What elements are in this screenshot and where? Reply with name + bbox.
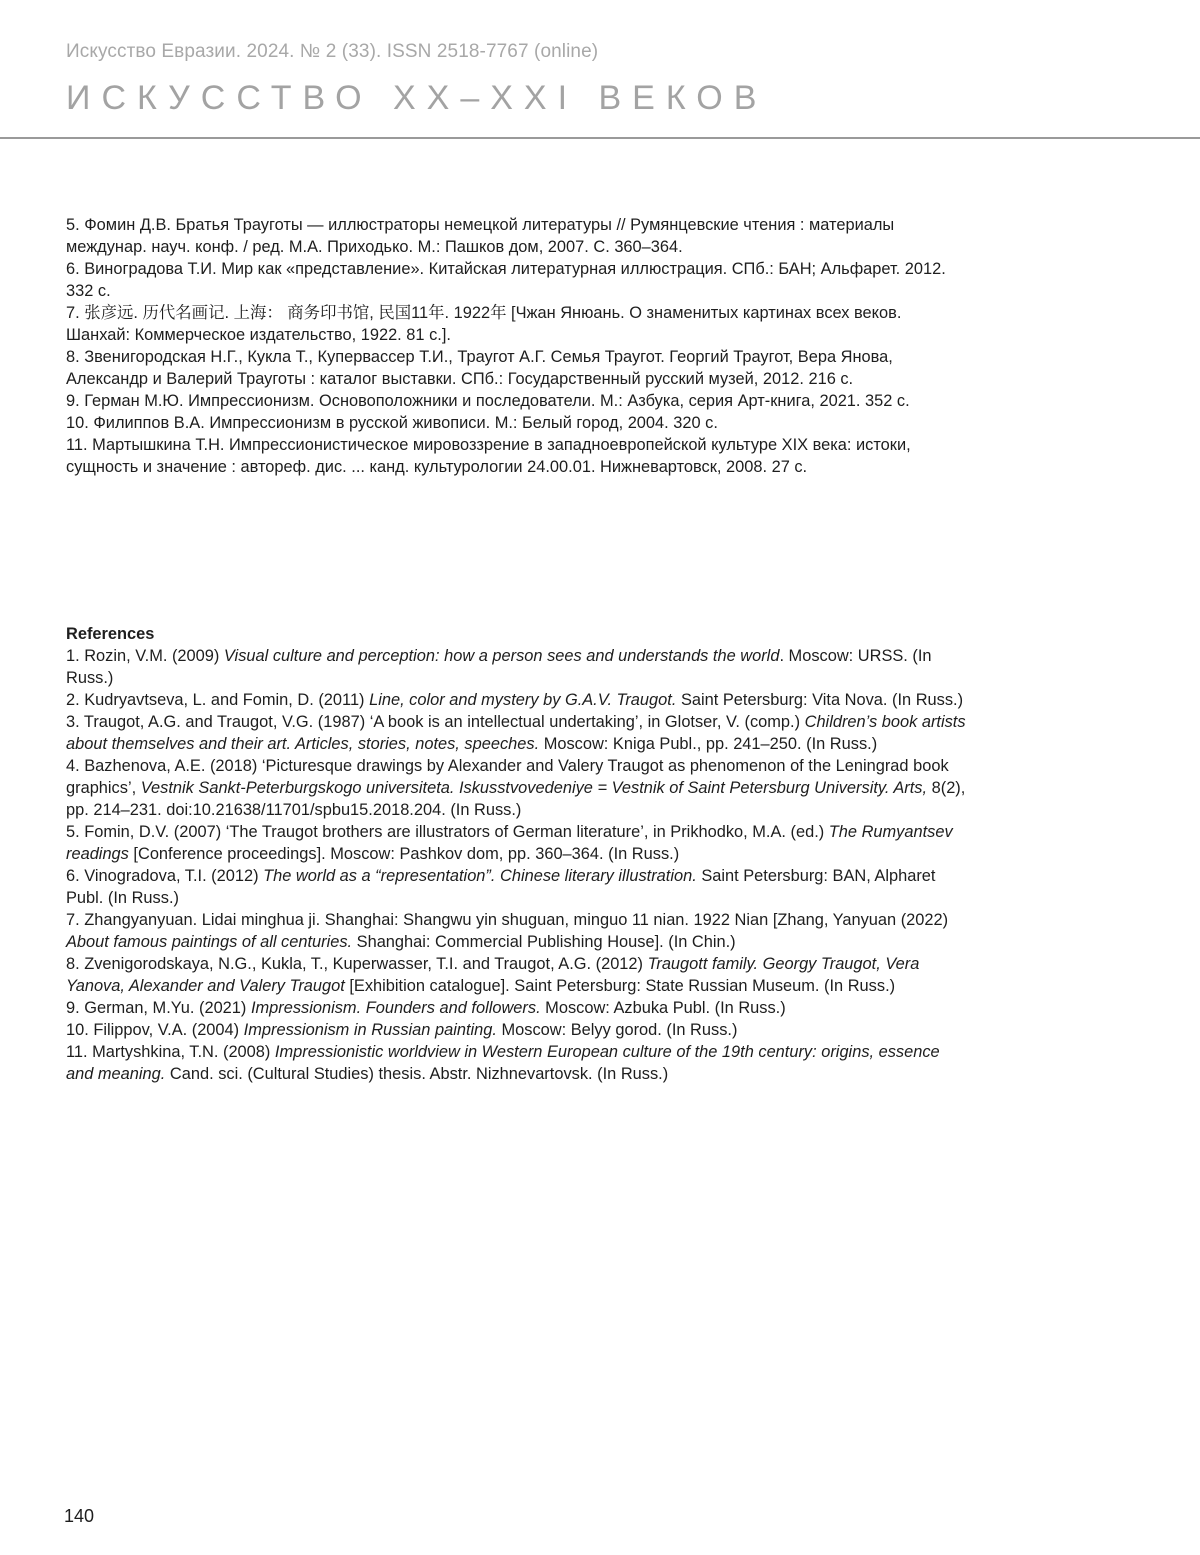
reference-authors: 7. Zhangyanyuan. Lidai minghua ji. Shanghai: Shangwu yin shuguan, minguo 11 nian. 1922 Nian [Zhang, Yanyuan (2022)	[66, 911, 949, 929]
reference-item	[66, 997, 966, 1019]
reference-authors: 4. Bazhenova, A.E. (2018) ‘Picturesque drawings by Alexander and Valery Traugot as phenomenon of the Leningrad book graphics’,	[66, 757, 949, 797]
reference-title: About famous paintings of all centuries.	[66, 933, 353, 951]
reference-title: Visual culture and perception: how a person sees and understands the world	[223, 647, 780, 665]
page-header	[66, 38, 1200, 118]
reference-title: Traugott family. Georgy Traugot, Vera Yanova, Alexander and Valery Traugot	[66, 955, 920, 995]
reference-title: Impressionism in Russian painting.	[243, 1021, 497, 1039]
reference-title: Impressionism. Founders and followers.	[250, 999, 541, 1017]
reference-authors: 6. Vinogradova, T.I. (2012)	[66, 867, 264, 885]
references-heading: References	[66, 625, 155, 643]
reference-publisher: 8(2), pp. 214–231. doi:10.21638/11701/spbu15.2018.204. (In Russ.)	[66, 779, 966, 819]
reference-item	[66, 1041, 966, 1085]
reference-publisher: Moscow: Belyy gorod. (In Russ.)	[496, 1021, 738, 1039]
reference-publisher: Shanghai: Commercial Publishing House]. (In Chin.)	[352, 933, 736, 951]
english-reference-list	[66, 623, 966, 1085]
reference-authors: 9. German, M.Yu. (2021)	[66, 999, 251, 1017]
reference-title: Vestnik Sankt-Peterburgskogo universiteta. Iskusstvovedeniye = Vestnik of Saint Petersburg University. Arts,	[140, 779, 928, 797]
reference-item	[66, 953, 966, 997]
reference-item: 8. Звенигородская Н.Г., Кукла Т., Купервассер Т.И., Траугот А.Г. Семья Траугот. Георгий Траугот, Вера Янова, Александр и Валерий Трауготы : каталог выставки. СПб.: Государственный русский музей, 2012. 216 с.	[66, 348, 893, 388]
page-number: 140	[64, 1506, 95, 1526]
reference-title: The Rumyantsev readings	[66, 823, 953, 863]
reference-authors: 2. Kudryavtseva, L. and Fomin, D. (2011)	[66, 691, 370, 709]
reference-title: Impressionistic worldview in Western European culture of the 19th century: origins, essence and meaning.	[66, 1043, 940, 1083]
russian-reference-list	[66, 214, 966, 478]
section-title: ИСКУССТВО XX–XXI ВЕКОВ	[66, 79, 768, 117]
reference-item: 9. Герман М.Ю. Импрессионизм. Основоположники и последователи. М.: Азбука, серия Арт-книга, 2021. 352 с.	[66, 392, 910, 410]
reference-title: Children’s book artists about themselves and their art. Articles, stories, notes, speeches.	[66, 713, 966, 753]
reference-authors: 5. Fomin, D.V. (2007) ‘The Traugot brothers are illustrators of German literature’, in Prikhodko, M.A. (ed.)	[66, 823, 829, 841]
header-divider	[0, 137, 1200, 139]
reference-item	[66, 645, 966, 689]
reference-item	[66, 711, 966, 755]
reference-item: 10. Филиппов В.А. Импрессионизм в русской живописи. М.: Белый город, 2004. 320 с.	[66, 414, 718, 432]
reference-authors: 3. Traugot, A.G. and Traugot, V.G. (1987) ‘A book is an intellectual undertaking’, in Glotser, V. (comp.)	[66, 713, 805, 731]
reference-item: 6. Виноградова Т.И. Мир как «представление». Китайская литературная иллюстрация. СПб.: БАН; Альфарет. 2012. 332 с.	[66, 260, 946, 300]
reference-item: 11. Мартышкина Т.Н. Импрессионистическое мировоззрение в западноевропейской культуре XIX века: истоки, сущность и значение : автореф. дис. ... канд. культурологии 24.00.01. Нижневартовск, 2008. 27 с.	[66, 436, 911, 476]
reference-item	[66, 909, 966, 953]
journal-citation-line: Искусство Евразии. 2024. № 2 (33). ISSN 2518-7767 (online)	[66, 41, 599, 62]
reference-publisher: [Exhibition catalogue]. Saint Petersburg: State Russian Museum. (In Russ.)	[344, 977, 896, 995]
reference-publisher: Moscow: Azbuka Publ. (In Russ.)	[540, 999, 786, 1017]
reference-item	[66, 689, 966, 711]
reference-publisher: Moscow: Kniga Publ., pp. 241–250. (In Russ.)	[539, 735, 878, 753]
reference-title: The world as a “representation”. Chinese literary illustration.	[263, 867, 697, 885]
reference-publisher: Saint Petersburg: BAN, Alpharet Publ. (In Russ.)	[66, 867, 936, 907]
reference-item: 5. Фомин Д.В. Братья Трауготы — иллюстраторы немецкой литературы // Румянцевские чтения : материалы междунар. науч. конф. / ред. М.А. Приходько. М.: Пашков дом, 2007. С. 360–364.	[66, 216, 895, 256]
reference-authors: 10. Filippov, V.A. (2004)	[66, 1021, 244, 1039]
reference-publisher: Saint Petersburg: Vita Nova. (In Russ.)	[676, 691, 964, 709]
reference-publisher: . Moscow: URSS. (In Russ.)	[66, 647, 932, 687]
reference-publisher: [Conference proceedings]. Moscow: Pashkov dom, pp. 360–364. (In Russ.)	[128, 845, 680, 863]
reference-item	[66, 755, 966, 821]
reference-item: 7. 张彦远. 历代名画记. 上海： 商务印书馆, 民国11年. 1922年 [Чжан Янюань. О знаменитых картинах всех веков. Шанхай: Коммерческое издательство, 1922. 81 с.].	[66, 304, 902, 344]
reference-authors: 11. Martyshkina, T.N. (2008)	[66, 1043, 275, 1061]
reference-authors: 8. Zvenigorodskaya, N.G., Kukla, T., Kuperwasser, T.I. and Traugot, A.G. (2012)	[66, 955, 648, 973]
reference-authors: 1. Rozin, V.M. (2009)	[66, 647, 224, 665]
reference-item	[66, 1019, 966, 1041]
reference-item	[66, 821, 966, 865]
reference-publisher: Cand. sci. (Cultural Studies) thesis. Abstr. Nizhnevartovsk. (In Russ.)	[165, 1065, 669, 1083]
reference-item	[66, 865, 966, 909]
reference-title: Line, color and mystery by G.A.V. Traugot.	[369, 691, 677, 709]
